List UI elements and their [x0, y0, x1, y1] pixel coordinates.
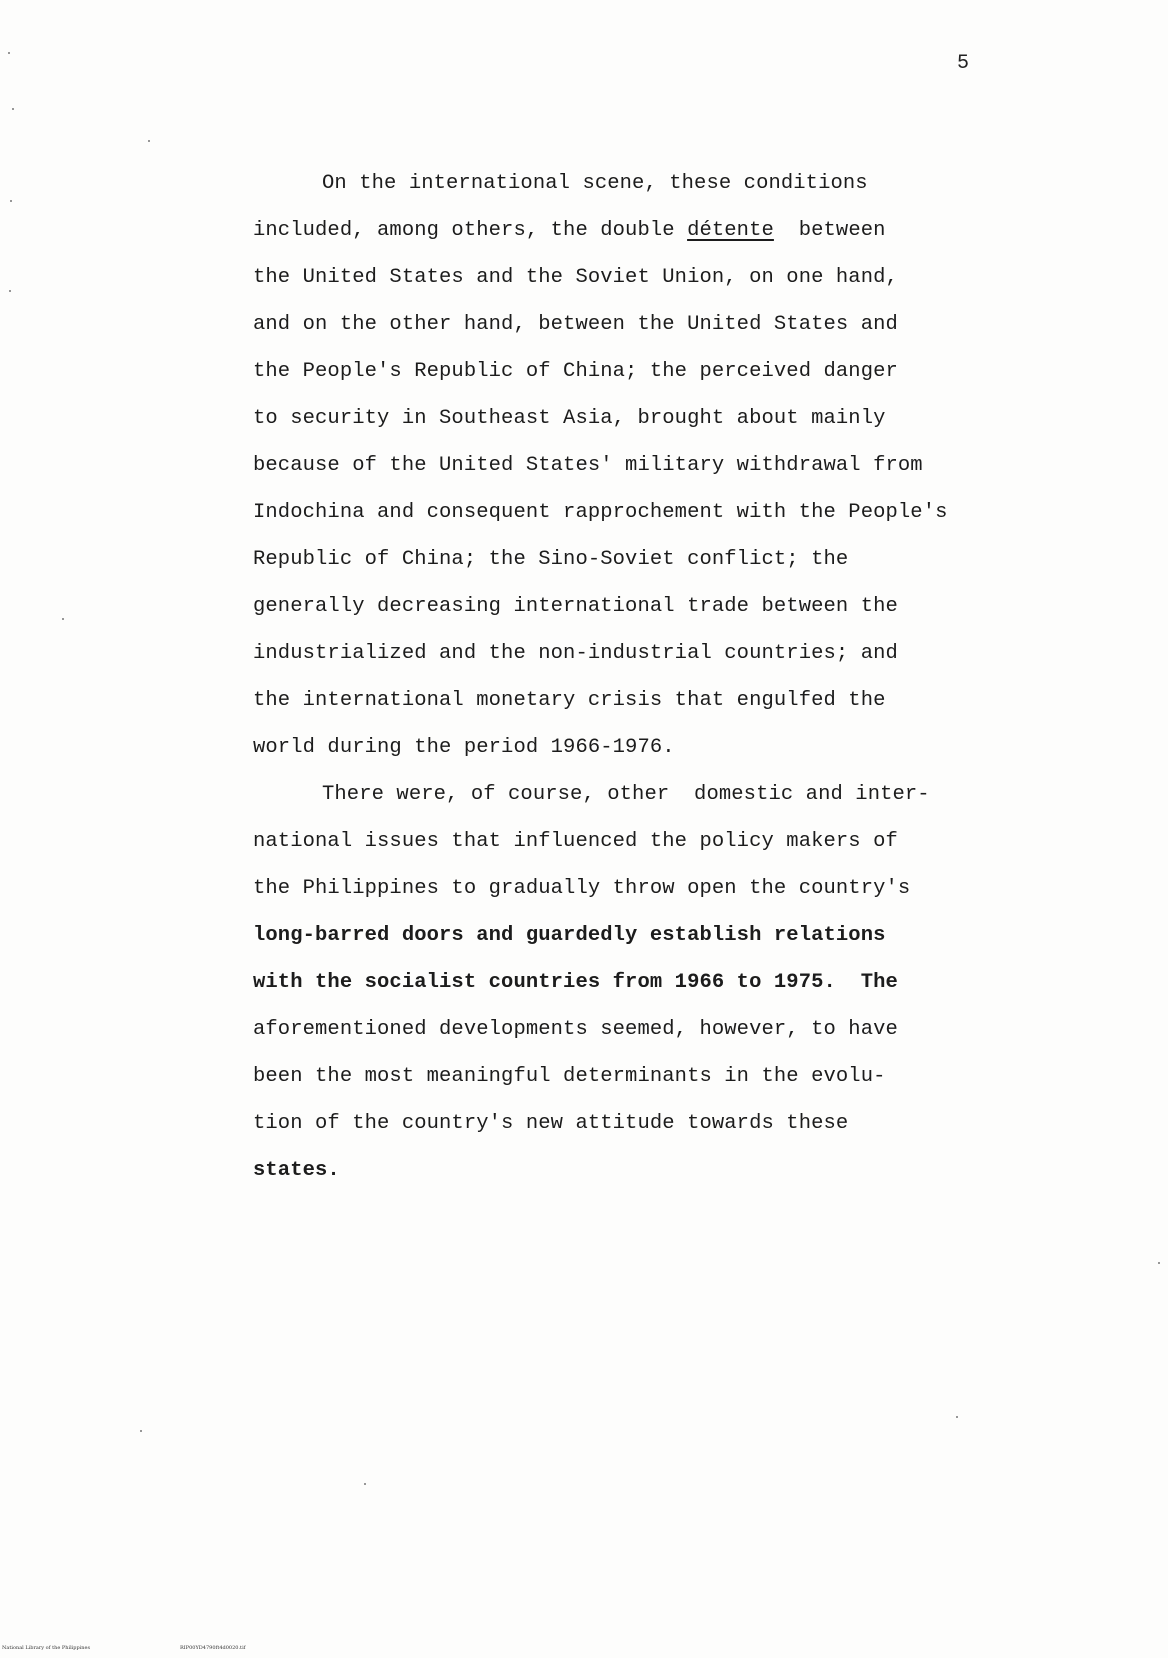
scan-speck [9, 290, 11, 292]
footer-library-label: National Library of the Philippines [2, 1645, 91, 1651]
scan-speck [1158, 1262, 1160, 1264]
paragraph-1-line-6: to security in Southeast Asia, brought about mainly [253, 407, 886, 430]
paragraph-2-line-6: aforementioned developments seemed, however, to have [253, 1018, 898, 1041]
scan-speck [12, 108, 14, 110]
paragraph-1-line-4: and on the other hand, between the United States and [253, 313, 898, 336]
scan-speck [140, 1430, 142, 1432]
paragraph-2-line-4: long-barred doors and guardedly establish relations [253, 924, 886, 947]
paragraph-2-line-8: tion of the country's new attitude towards these [253, 1112, 849, 1135]
detente-emphasis: détente [687, 219, 774, 242]
paragraph-2-line-9: states. [253, 1159, 340, 1182]
paragraph-1-line-11: industrialized and the non-industrial countries; and [253, 642, 898, 665]
paragraph-1-line-13: world during the period 1966-1976. [253, 736, 675, 759]
paragraph-2-line-3: the Philippines to gradually throw open the country's [253, 877, 911, 900]
footer-file-code: RIP00YD4790ft4d0020.tif [180, 1645, 246, 1651]
paragraph-2-line-7: been the most meaningful determinants in the evolu- [253, 1065, 886, 1088]
paragraph-2-line-1: There were, of course, other domestic and inter- [322, 783, 930, 806]
scan-speck [364, 1483, 366, 1485]
scan-speck [148, 140, 150, 142]
paragraph-1-line-1: On the international scene, these conditions [322, 172, 868, 195]
paragraph-1-line-8: Indochina and consequent rapprochement with the People's [253, 501, 948, 524]
paragraph-2-line-5: with the socialist countries from 1966 to 1975. The [253, 971, 898, 994]
scan-speck [10, 200, 12, 202]
paragraph-1-line-12: the international monetary crisis that engulfed the [253, 689, 886, 712]
scan-speck [8, 52, 10, 54]
scan-speck [956, 1416, 958, 1418]
page-number: 5 [957, 52, 970, 75]
paragraph-2-line-2: national issues that influenced the policy makers of [253, 830, 898, 853]
line-text-before: included, among others, the double [253, 219, 688, 242]
scan-speck [62, 618, 64, 620]
paragraph-1-line-10: generally decreasing international trade between the [253, 595, 898, 618]
paragraph-1-line-9: Republic of China; the Sino-Soviet conflict; the [253, 548, 849, 571]
paragraph-1-line-2 [253, 219, 886, 243]
line-text-after: between [773, 219, 886, 242]
paragraph-1-line-7: because of the United States' military withdrawal from [253, 454, 923, 477]
paragraph-1-line-5: the People's Republic of China; the perceived danger [253, 360, 898, 383]
paragraph-1-line-3: the United States and the Soviet Union, on one hand, [253, 266, 898, 289]
